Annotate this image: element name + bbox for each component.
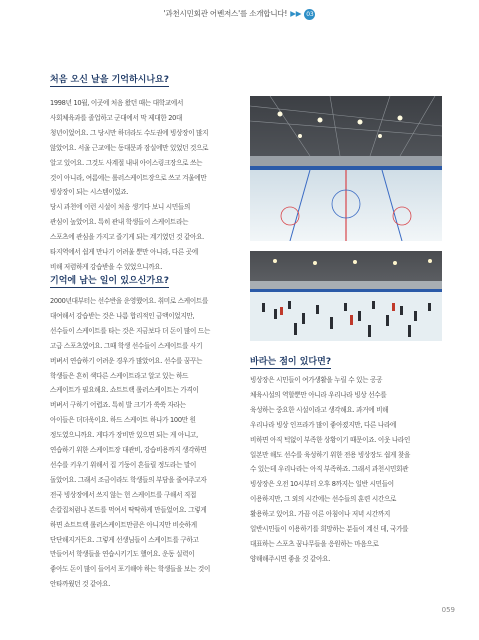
body-line: 연습하기 위한 스케이트장 대관비, 강습비용까지 생각하면 — [50, 446, 207, 455]
body-line: 아이들은 더더욱이요. 하드 스케이트 하나가 100만 원 — [50, 416, 196, 425]
body-line: 비하면 아직 턱없이 부족한 상황이기 때문이죠. 이웃 나라인 — [250, 435, 411, 444]
body-line: 관심이 높았어요. 특히 관내 학생들이 스케이트라는 — [50, 218, 189, 227]
body-line: 것이 아니라, 여름에는 롤러스케이트장으로 쓰고 겨울에만 — [50, 173, 207, 182]
body-line: 청년이었어요. 그 당시만 하더라도 수도권에 빙상장이 많지 — [50, 128, 209, 137]
page-header — [0, 8, 479, 20]
body-line: 우리나라 빙상 인프라가 많이 좋아졌지만, 다른 나라에 — [250, 420, 397, 429]
body-line: 이용하지만, 그 외의 시간에는 선수들의 훈련 시간으로 — [250, 495, 397, 504]
body-line: 대표하는 스포츠 꿈나무들을 응원하는 마음으로 — [250, 539, 379, 548]
body-line: 사회체육과를 졸업하고 군대에서 막 제대한 20대 — [50, 113, 183, 122]
body-line: 대여해서 강습받는 것은 나름 합리적인 금액이었지만, — [50, 311, 195, 320]
body-line: 빙상장이 되는 시스템이었죠. — [50, 188, 129, 197]
section2-body — [50, 294, 210, 592]
body-line: 일본만 해도 선수를 육성하기 위한 전용 빙상장도 쉽게 찾을 — [250, 450, 411, 459]
body-line: 당시 과천에 이런 시설이 처음 생기다 보니 시민들의 — [50, 203, 191, 212]
section1-title: 처음 오신 날을 기억하시나요? — [50, 72, 169, 87]
crowded-ice-rink-photo — [250, 251, 442, 341]
body-line: 빙상장은 시민들이 여가생활을 누릴 수 있는 공공 — [250, 376, 383, 384]
body-line: 만들어서 학생들을 연습시키기도 했어요. 운동 실력이 — [50, 550, 195, 559]
body-line: 수 있는데 우리나라는 아직 부족하죠. 그래서 과천시민회관 — [250, 465, 409, 474]
body-line: 양해해주시면 좋을 것 같아요. — [250, 554, 331, 563]
section1-body — [50, 96, 208, 275]
body-line: 않았어요. 서울 근교에는 동대문과 잠실에만 있었던 것으로 — [50, 143, 209, 152]
body-line: 타지역에서 쉽게 만나기 어려울 뿐만 아니라, 다른 곳에 — [50, 248, 198, 257]
body-line: 버벼서 연습하기 어려운 경우가 많았어요. 선수를 꿈꾸는 — [50, 356, 203, 365]
body-line: 2000년대부터는 선수반을 운영했어요. 취미로 스케이트를 — [50, 297, 209, 305]
body-line: 단단해지거든요. 그렇게 선생님들이 스케이트를 구하고 — [50, 535, 199, 544]
page-number: 059 — [441, 606, 455, 614]
body-line: 좋아도 돈이 많이 들어서 포기해야 하는 학생들을 보는 것이 — [50, 565, 211, 574]
arrow-icons: ▶▶ — [290, 9, 302, 18]
section2-title: 기억에 남는 일이 있으신가요? — [50, 273, 169, 288]
body-line: 하면 쇼트트랙 롤러스케이트만큼은 아니지만 비슷하게 — [50, 520, 197, 529]
body-line: 활용하고 있어요. 가끔 이른 아침이나 저녁 시간까지 — [250, 510, 391, 519]
body-line: 안타까웠던 것 같아요. — [50, 580, 111, 589]
body-line: 체육시설의 역할뿐만 아니라 우리나라 빙상 선수를 — [250, 390, 387, 399]
body-line: 정도였으니까요. 게다가 장비만 있으면 되는 게 아니고, — [50, 431, 198, 440]
body-line: 육성하는 중요한 시설이라고 생각해요. 과거에 비해 — [250, 405, 389, 414]
body-line: 스포츠에 관심을 가지고 즐기게 되는 계기였던 것 같아요. — [50, 233, 204, 242]
body-line: 빙상장은 오전 10시부터 오후 8까지는 일반 시민들이 — [250, 480, 394, 489]
body-line: 비해 저렴하게 강습받을 수 있었으니까요. — [50, 262, 163, 271]
body-line: 손칼집처럼나 본드를 먹여서 딱딱하게 만들었어요. 그렇게 — [50, 505, 207, 514]
body-line: 돌았어요. 그래서 조금이라도 학생들의 부담을 줄여주고자 — [50, 475, 207, 484]
body-line: 학생들은 흔히 색다른 스케이트라고 알고 있는 하드 — [50, 371, 189, 380]
body-line: 선수들이 스케이트를 타는 것은 지금보다 더 돈이 많이 드는 — [50, 326, 211, 335]
header-title: '과천시민회관 어벤저스'를 소개합니다! — [163, 9, 288, 18]
empty-ice-rink-photo — [250, 96, 442, 241]
body-line: 스케이트가 필요해요. 쇼트트랙 롤러스케이트는 가격이 — [50, 386, 199, 395]
section3-body — [250, 373, 410, 567]
body-line: 일반시민들이 이용하기를 희망하는 분들이 계신 데, 국가를 — [250, 525, 409, 534]
body-line: 버벼서 구하기 어렵죠. 특히 발 크기가 쑥쑥 자라는 — [50, 401, 186, 410]
body-line: 고급 스포츠였어요. 그때 학생 선수들이 스케이트를 사기 — [50, 341, 203, 350]
section-badge: 03 — [306, 10, 314, 18]
body-line: 선수를 키우기 위해서 집 기둥이 흔들릴 정도라는 말이 — [50, 460, 197, 469]
body-line: 알고 있어요. 그것도 사계절 내내 아이스링크장으로 쓰는 — [50, 158, 203, 167]
section3-title: 바라는 점이 있다면? — [250, 354, 331, 369]
body-line: 전국 빙상장에서 쓰지 않는 헌 스케이트를 구해서 직접 — [50, 490, 197, 499]
body-line: 1998년 10월, 이곳에 처음 왔던 때는 대학교에서 — [50, 99, 184, 107]
